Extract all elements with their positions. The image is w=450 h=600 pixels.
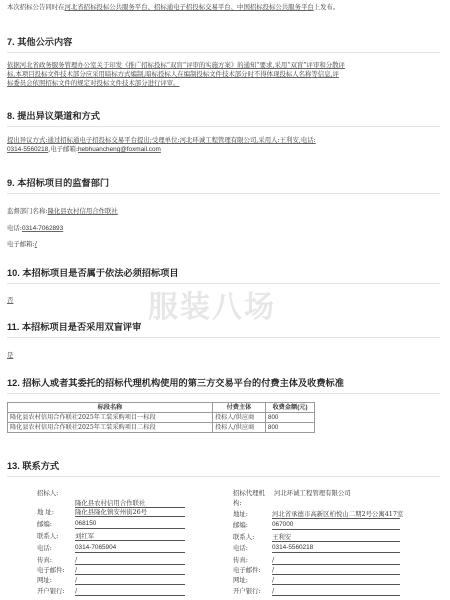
tenderer-name: 隆化县农村信用合作联社 xyxy=(75,499,185,508)
tenderer-website: / xyxy=(75,576,185,585)
section-13-title: 13. 联系方式 xyxy=(7,461,60,471)
supervisor-dept-value: 隆化县农村信用合作联社 xyxy=(47,207,118,215)
tenderer-postcode: 068150 xyxy=(75,520,185,529)
agency-postcode: 067000 xyxy=(272,521,400,530)
agency-name: 河北环诚工程管理有限公司 xyxy=(274,489,351,497)
divider xyxy=(7,193,440,194)
tenderer-fax: / xyxy=(75,556,185,565)
divider xyxy=(7,393,440,394)
divider xyxy=(7,52,440,53)
table-row: 隆化县农村信用合作联社2025年工装采购项目二标段 投标人/供应商 800 xyxy=(8,423,315,433)
watermark: 服装八场 xyxy=(148,290,276,325)
notice-page: 本次招标公告同时在河北省招标投标公共服务平台、招标通电子招投标交易平台、中国招标投标公共服务平台上发布。 7. 其他公示内容 依据河北省政务服务管理办公室关于印发《推广招标投标“双盲”评审的实施方案》的通知“要求,采用“双盲”评审和分散评 标,本项目投标文件技术部分应采用暗标方式编制,暗标投标人在编制投标文件技术部分时不得体现投标人名称等信息,评 标委员会依照招标文件的规定对投标文件技术部分进行评审。 8. 提出异议渠道和方式 提出异议方式:通过招标通电子招投标交易平台提出;受理单位:河北环诚工程管理有限公司,采用人:王利安,电话: 0314-5560218,电子邮箱:hebhuancheng@foxmail.com 9. 本招标项目的监督部门 监督部门名称:隆化县农村信用合作联社 电话:0314-7062893 电子邮箱:/ 10. 本招标项目是否属于依法必须招标项目 否 服装八场 11. 本招标项目是否采用双盲评审 是 12. 招标人或者其委托的招标代理机构使用的第三方交易平台的付费主体及收费标准 标段名称 付费主体 收费金额(元) 隆化县农村信用合作联社2025年工装采购项目一标段 投标人/供应商 800 隆化县农村信用合作联社2025年工装采购项目二标段 投标人/供应商 800 13. 联系方式 招标人: 地 址: 隆化县农村信用合作联社 隆化县隆化镇安州街26号 邮编: 068150 联系人: 刘红军 电话: 0314-7065904 传真: / 电子邮件: / 网址: / 开户银行: / 招标代理机 河北环诚工程管理有限公司 构: 地址: 河北省承德市高新区柏悦山二期2号公寓417室 邮编: 067000 联系人: 王利安 电话: 0314-5560218 传真: / 电子邮件: / 网址: / 开户银行: / xyxy=(0,0,450,600)
agency-phone: 0314-5560218 xyxy=(272,544,400,553)
supervisor-email-value: / xyxy=(34,240,37,248)
agency-address: 河北省承德市高新区柏悦山二期2号公寓417室 xyxy=(272,510,404,518)
section-8-body: 提出异议方式:通过招标通电子招投标交易平台提出;受理单位:河北环诚工程管理有限公司,采用人:王利安,电话: 0314-5560218,电子邮箱:hebhuancheng@foxmail.com xyxy=(7,136,316,153)
section-10-answer: 否 xyxy=(7,296,14,304)
fee-table-header: 标段名称 付费主体 收费金额(元) xyxy=(8,403,315,413)
section-9-title: 9. 本招标项目的监督部门 xyxy=(7,178,110,188)
agency-bank: / xyxy=(272,587,400,596)
divider xyxy=(7,126,440,127)
section-10-title: 10. 本招标项目是否属于依法必须招标项目 xyxy=(7,268,179,278)
tenderer-address: 隆化县隆化镇安州街26号 xyxy=(75,508,185,517)
publish-platforms-line: 本次招标公告同时在河北省招标投标公共服务平台、招标通电子招投标交易平台、中国招标投标公共服务平台上发布。 xyxy=(7,3,340,11)
divider xyxy=(7,476,440,477)
fee-table xyxy=(7,402,315,433)
section-11-title: 11. 本招标项目是否采用双盲评审 xyxy=(7,322,142,332)
divider xyxy=(7,337,440,338)
tenderer-email: / xyxy=(75,566,185,575)
table-row: 隆化县农村信用合作联社2025年工装采购项目一标段 投标人/供应商 800 xyxy=(8,413,315,423)
section-8-title: 8. 提出异议渠道和方式 xyxy=(7,111,100,121)
tenderer-contact: 刘红军 xyxy=(75,532,185,541)
tenderer-phone: 0314-7065904 xyxy=(75,544,185,553)
agency-fax: / xyxy=(272,556,400,565)
tenderer-bank: / xyxy=(75,587,185,596)
agency-website: / xyxy=(272,576,400,585)
section-7-title: 7. 其他公示内容 xyxy=(7,37,73,47)
section-12-title: 12. 招标人或者其委托的招标代理机构使用的第三方交易平台的付费主体及收费标准 xyxy=(7,378,344,388)
section-7-body: 依据河北省政务服务管理办公室关于印发《推广招标投标“双盲”评审的实施方案》的通知“要求,采用“双盲”评审和分散评 标,本项目投标文件技术部分应采用暗标方式编制,暗标投标人在编制投标文件技术部分时不得体现投标人名称等信息,评 标委员会依照招标文件的规定对投标文件技术部分进行评审。 xyxy=(7,61,345,87)
agency-email: / xyxy=(272,566,400,575)
publish-platforms-link[interactable]: 河北省招标投标公共服务平台、招标通电子招投标交易平台、中国招标投标公共服务平台 xyxy=(64,3,314,11)
section-11-answer: 是 xyxy=(7,351,14,359)
supervisor-phone-value: 0314-7062893 xyxy=(21,225,64,232)
supervisor-email-row: 电子邮箱:/ xyxy=(7,240,37,248)
objection-email-link[interactable]: hebhuancheng@foxmail.com xyxy=(77,146,161,153)
supervisor-dept-row: 监督部门名称:隆化县农村信用合作联社 xyxy=(7,207,118,215)
supervisor-phone-row: 电话:0314-7062893 xyxy=(7,224,64,232)
agency-contact: 王利安 xyxy=(272,533,400,542)
